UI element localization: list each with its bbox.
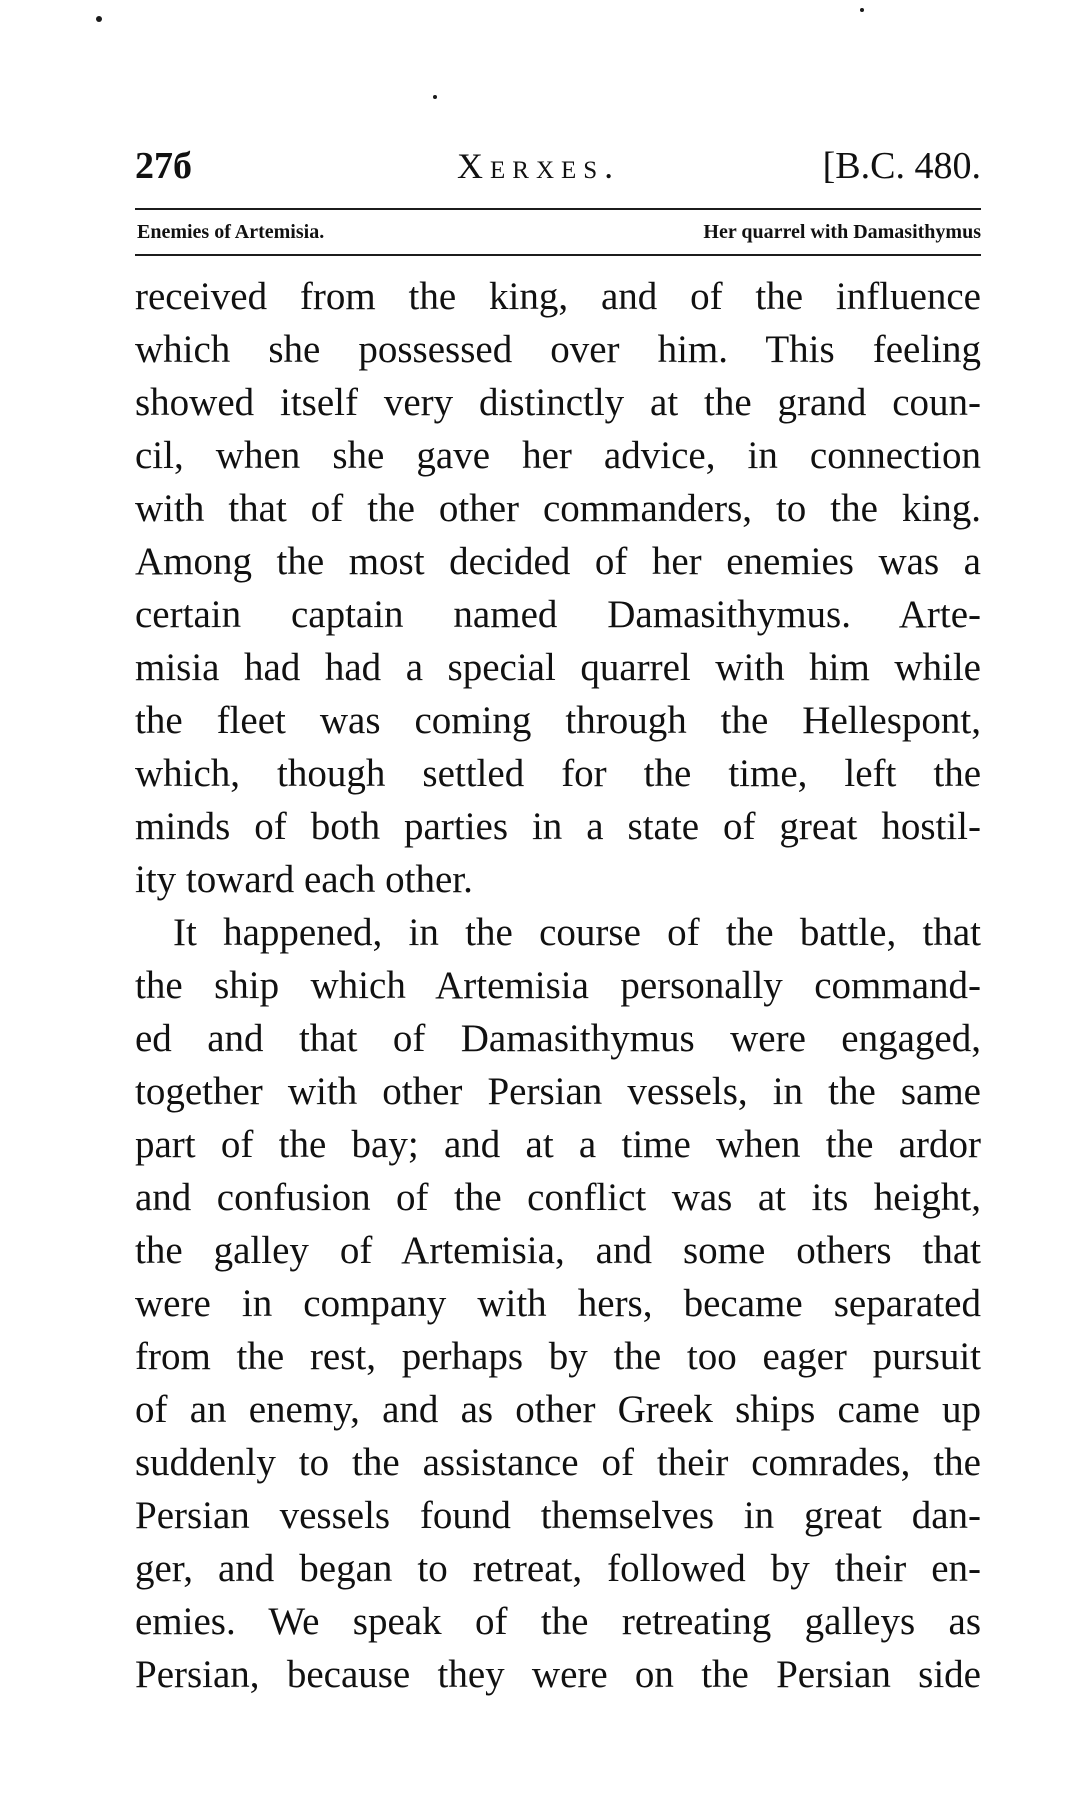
date-marker: [B.C. 480. [822, 145, 981, 187]
text-line: Persian, because they were on the Persian side [135, 1653, 981, 1696]
text-line: Persian vessels found themselves in great dan- [135, 1494, 981, 1537]
text-line: the galley of Artemisia, and some others that [135, 1229, 981, 1272]
text-line: emies. We speak of the retreating galleys as [135, 1600, 981, 1643]
subhead-right: Her quarrel with Damasithymus [703, 221, 981, 243]
paragraph-1 [135, 270, 981, 906]
text-line: which she possessed over him. This feeling [135, 328, 981, 371]
text-line: minds of both parties in a state of great hostil- [135, 805, 981, 848]
text-line: ity toward each other. [135, 858, 473, 901]
text-line: with that of the other commanders, to the king. [135, 487, 981, 530]
scan-speck-left [96, 16, 102, 22]
header-rule-top [135, 208, 981, 210]
text-line: misia had had a special quarrel with him while [135, 646, 981, 689]
text-line: It happened, in the course of the battle, that [173, 911, 981, 954]
text-line: and confusion of the conflict was at its height, [135, 1176, 981, 1219]
text-line: the fleet was coming through the Hellespont, [135, 699, 981, 742]
text-line: from the rest, perhaps by the too eager pursuit [135, 1335, 981, 1378]
body-text [135, 270, 981, 1701]
header-rule-bottom [135, 254, 981, 256]
page-header [135, 142, 981, 192]
text-line: of an enemy, and as other Greek ships came up [135, 1388, 981, 1431]
subhead-left: Enemies of Artemisia. [137, 221, 325, 243]
text-line: were in company with hers, became separated [135, 1282, 981, 1325]
page-number: 27б [135, 145, 192, 187]
text-line: which, though settled for the time, left the [135, 752, 981, 795]
text-line: ed and that of Damasithymus were engaged, [135, 1017, 981, 1060]
text-line: together with other Persian vessels, in the same [135, 1070, 981, 1113]
scan-speck-right [860, 8, 864, 12]
text-line: received from the king, and of the influence [135, 275, 981, 318]
text-line: suddenly to the assistance of their comrades, the [135, 1441, 981, 1484]
text-line: Among the most decided of her enemies was a [135, 540, 981, 583]
paragraph-2 [135, 906, 981, 1701]
text-line: ger, and began to retreat, followed by their en- [135, 1547, 981, 1590]
text-line: showed itself very distinctly at the grand coun- [135, 381, 981, 424]
running-title: Xerxes. [457, 146, 621, 186]
text-line: certain captain named Damasithymus. Arte- [135, 593, 981, 636]
text-line: cil, when she gave her advice, in connection [135, 434, 981, 477]
text-line: part of the bay; and at a time when the ardor [135, 1123, 981, 1166]
text-line: the ship which Artemisia personally command- [135, 964, 981, 1007]
scan-speck-center [433, 95, 437, 99]
